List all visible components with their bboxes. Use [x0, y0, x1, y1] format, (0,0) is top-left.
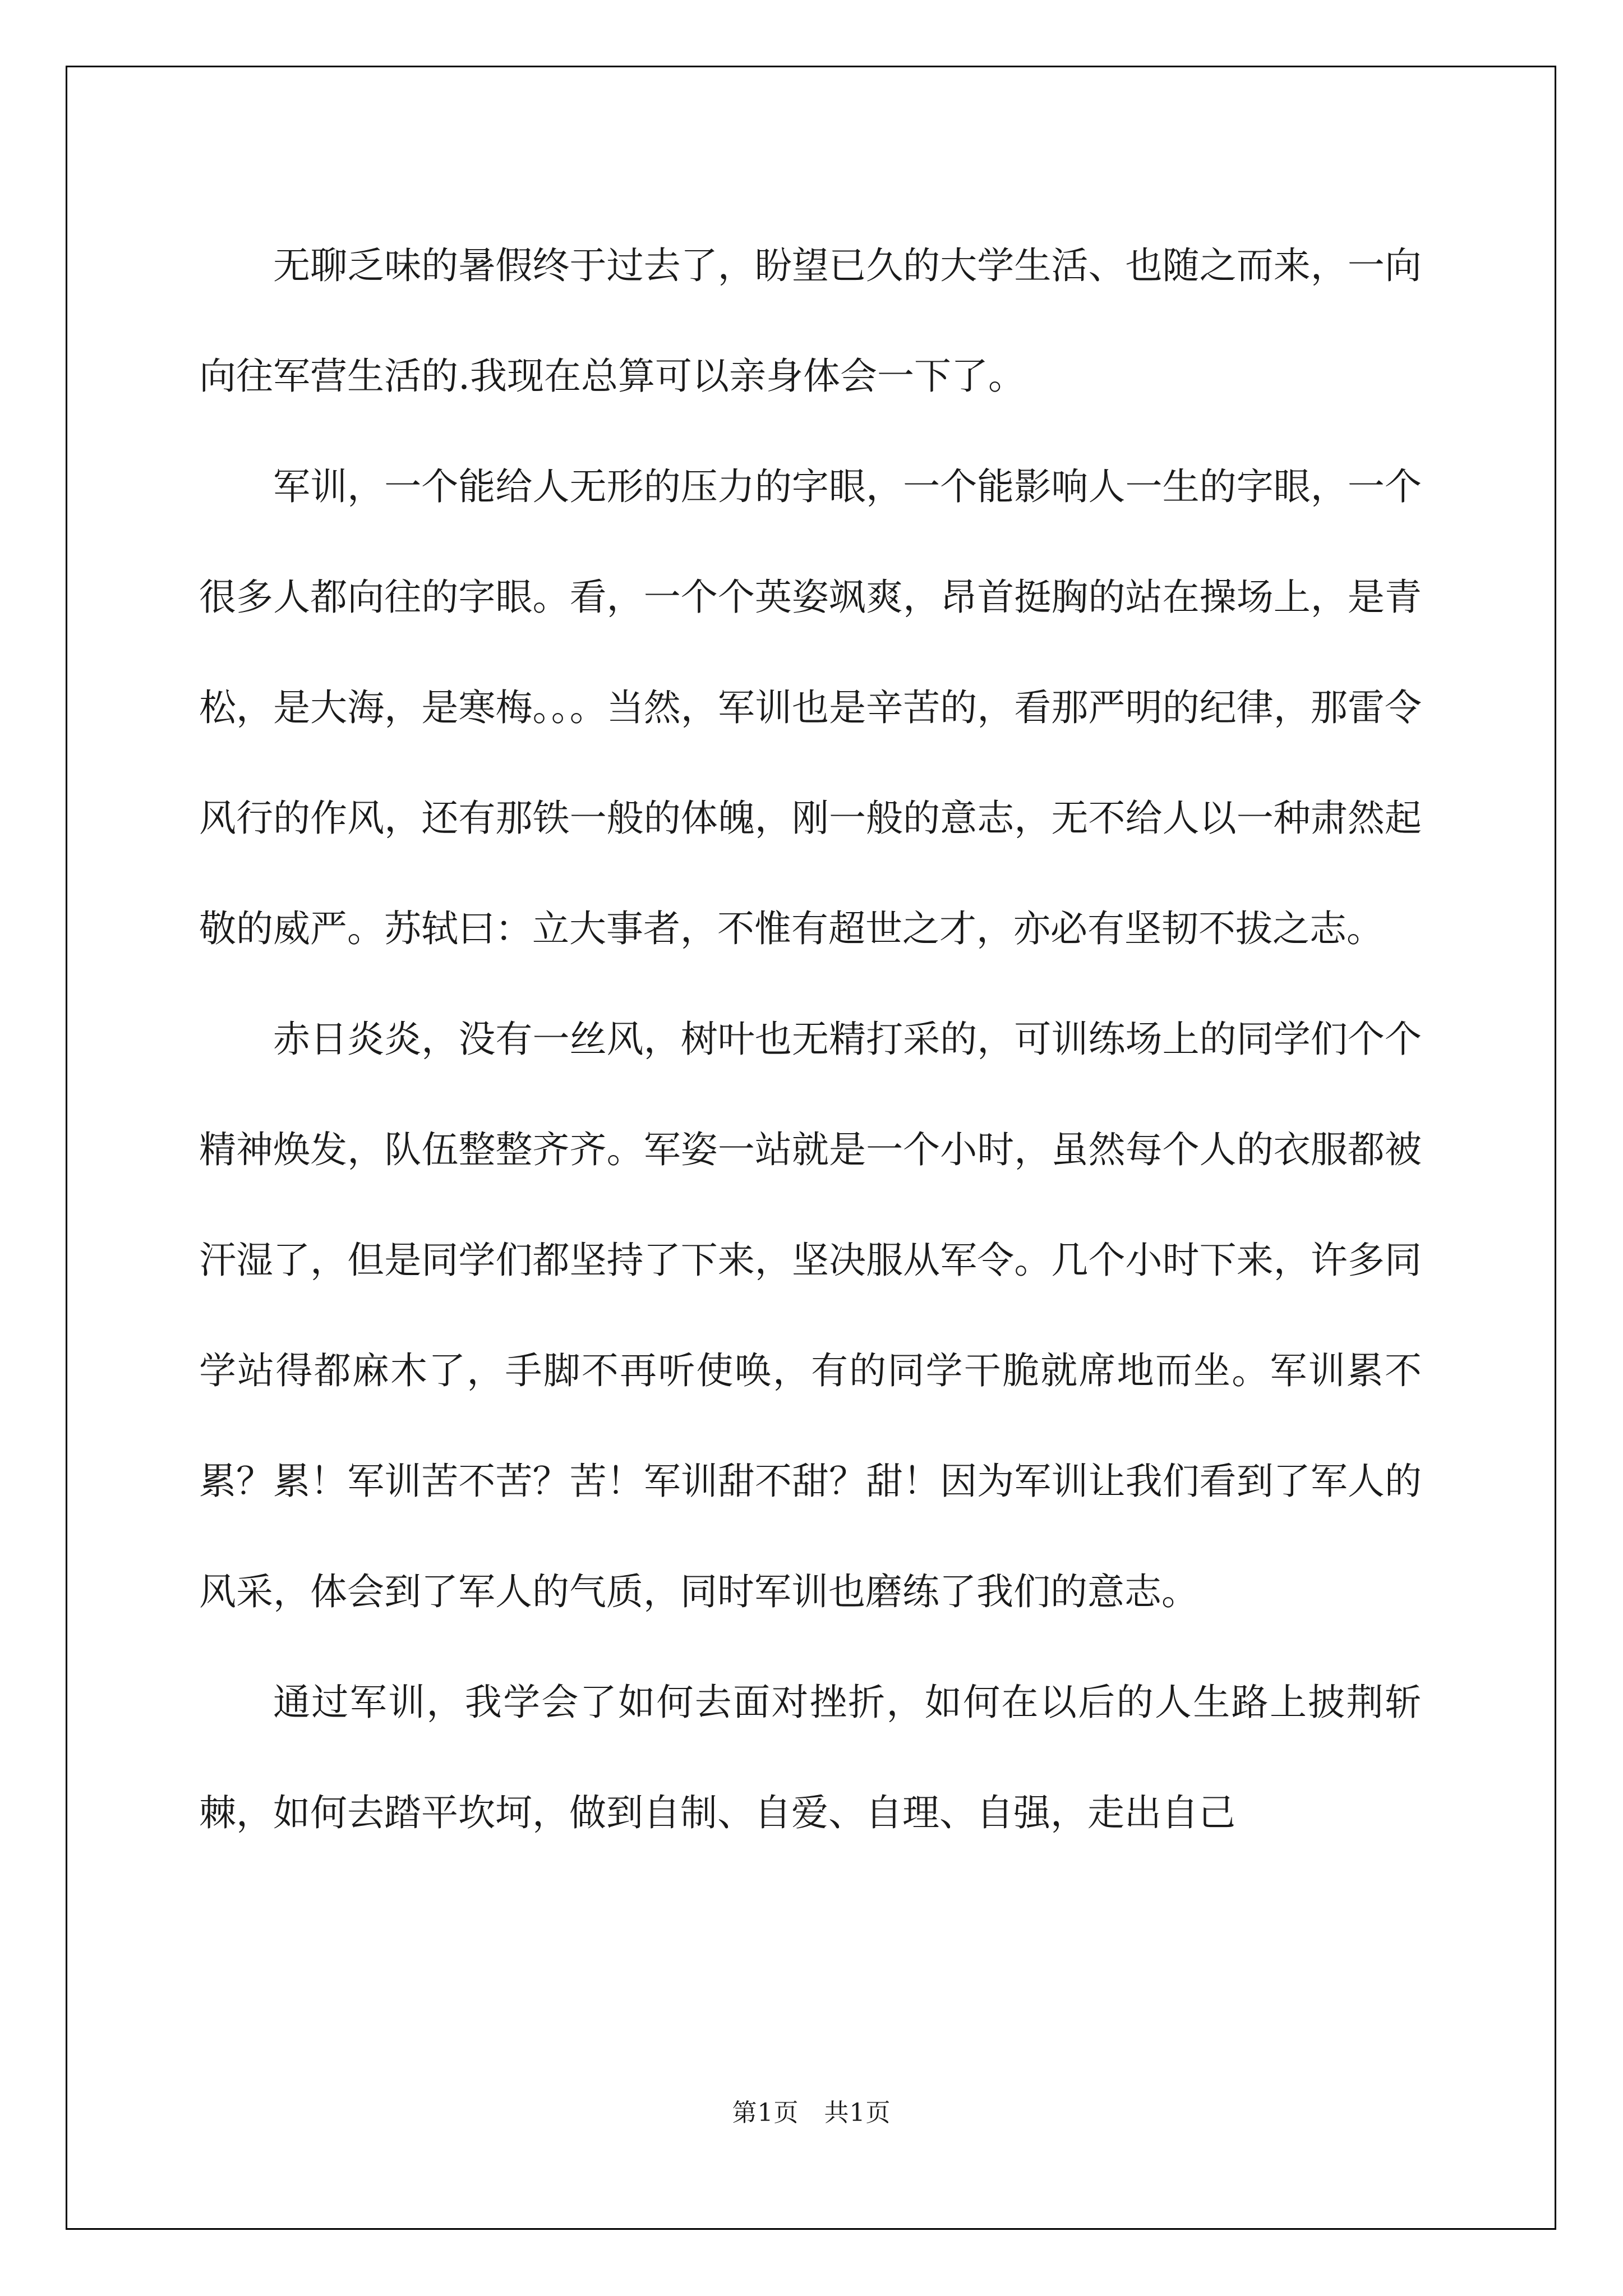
document-body — [199, 210, 1422, 1868]
paragraph: 军训，一个能给人无形的压力的字眼，一个能影响人一生的字眼，一个很多人都向往的字眼。看，一个个英姿飒爽，昂首挺胸的站在操场上，是青松，是大海，是寒梅。。。当然，军训也是辛苦的，看那严明的纪律，那雷令风行的作风，还有那铁一般的体魄，刚一般的意志，无不给人以一种肃然起敬的威严。苏轼曰：立大事者，不惟有超世之才，亦必有坚韧不拔之志。 — [199, 465, 1422, 950]
paragraph: 赤日炎炎，没有一丝风，树叶也无精打采的，可训练场上的同学们个个精神焕发，队伍整整齐齐。军姿一站就是一个小时，虽然每个人的衣服都被汗湿了，但是同学们都坚持了下来，坚决服从军令。几个小时下来，许多同学站得都麻木了，手脚不再听使唤，有的同学干脆就席地而坐。军训累不累？累！军训苦不苦？苦！军训甜不甜？甜！因为军训让我们看到了军人的风采，体会到了军人的气质，同时军训也磨练了我们的意志。 — [199, 1018, 1422, 1613]
paragraph: 无聊乏味的暑假终于过去了，盼望已久的大学生活、也随之而来，一向向往军营生活的.我现在总算可以亲身体会一下了。 — [199, 244, 1422, 398]
page-number: 第1页 共1页 — [732, 2099, 891, 2127]
paragraph: 通过军训，我学会了如何去面对挫折，如何在以后的人生路上披荆斩棘，如何去踏平坎坷，做到自制、自爱、自理、自强，走出自己 — [199, 1681, 1422, 1834]
